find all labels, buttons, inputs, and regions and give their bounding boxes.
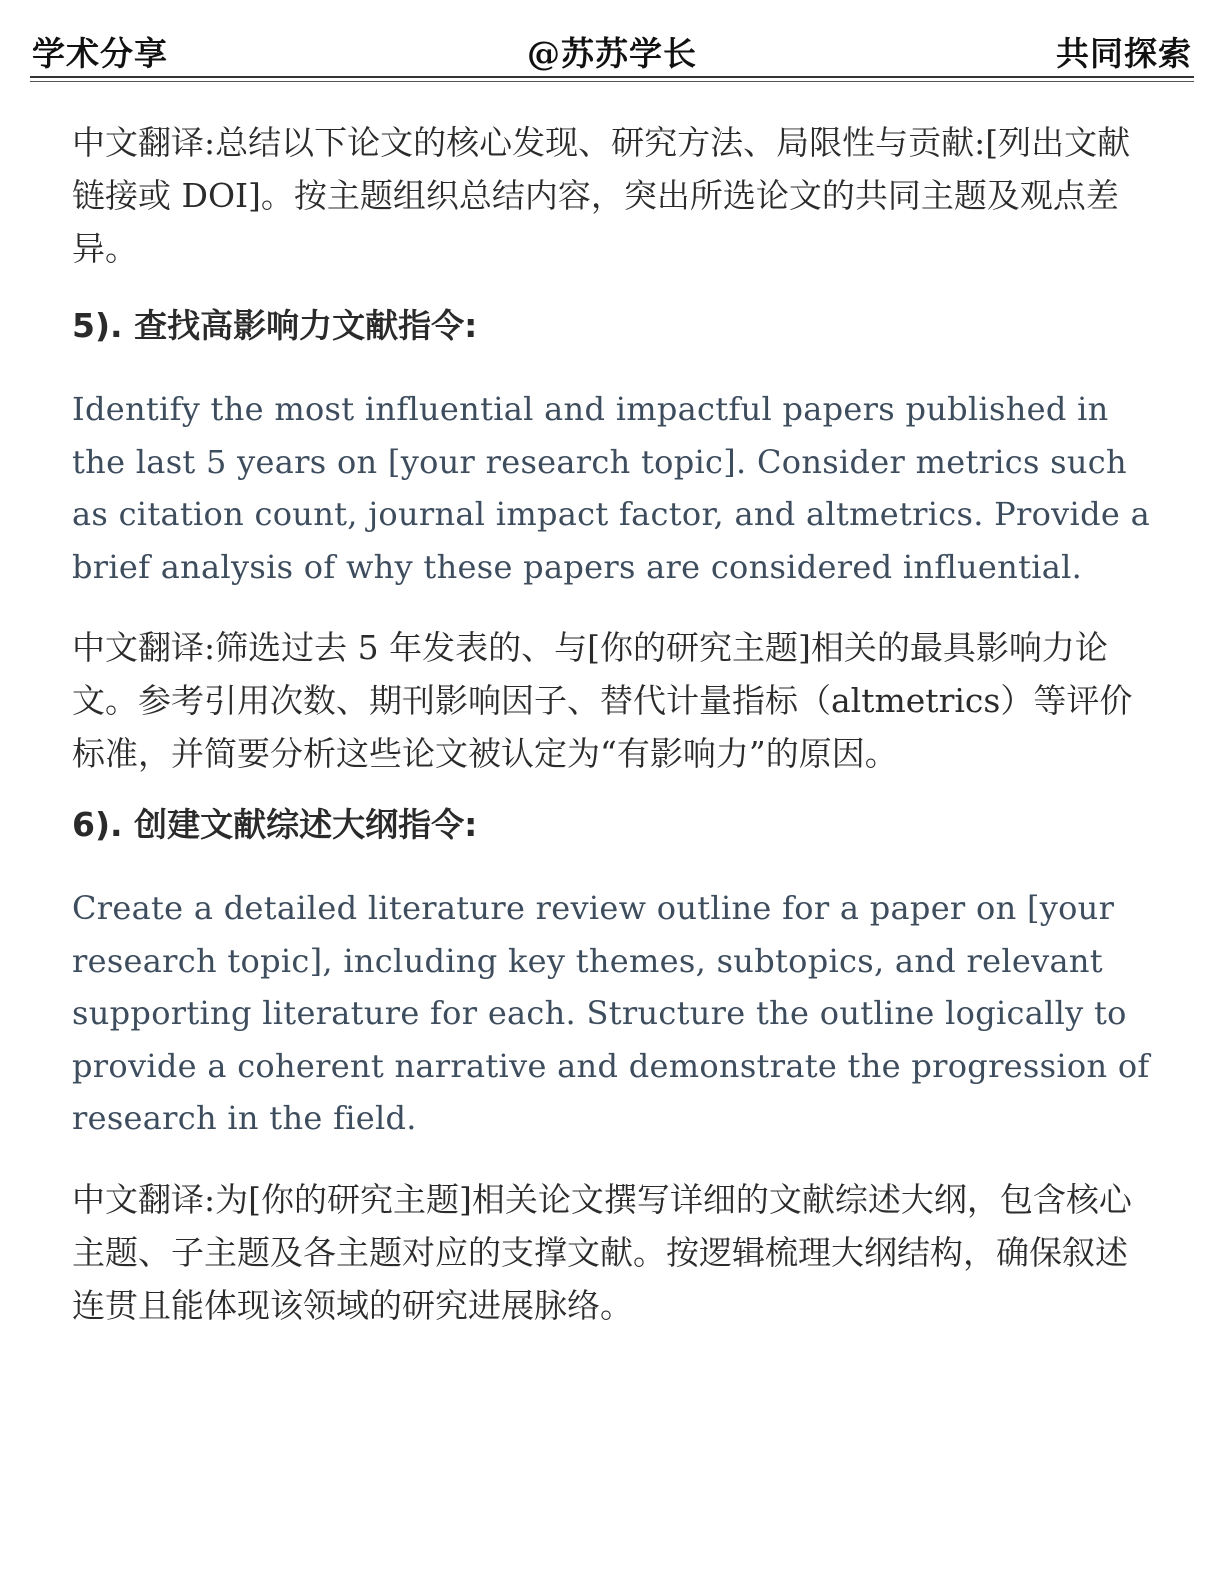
header-divider [30,76,1194,78]
document-body [72,116,1152,1332]
header-right-label: 共同探索 [1056,33,1192,73]
page-header [32,28,1192,74]
english-prompt-paragraph-5: Identify the most influential and impactful papers published in the last 5 years on [your research topic]. Consider metrics such as citation count, journal impact factor, and altmetrics. Provide a brief analysis of why these papers are considered influential. [72,390,1150,586]
chinese-translation-paragraph-5: 中文翻译:筛选过去 5 年发表的、与[你的研究主题]相关的最具影响力论文。参考引用次数、期刊影响因子、替代计量指标（altmetrics）等评价标准，并简要分析这些论文被认定为“有影响力”的原因。 [72,628,1133,773]
header-center-label: @苏苏学长 [527,33,697,73]
section-heading-6: 6). 创建文献综述大纲指令: [72,805,478,844]
chinese-translation-paragraph-4: 中文翻译:总结以下论文的核心发现、研究方法、局限性与贡献:[列出文献链接或 DOI]。按主题组织总结内容，突出所选论文的共同主题及观点差异。 [72,123,1131,268]
header-left-label: 学术分享 [32,33,168,73]
section-heading-5: 5). 查找高影响力文献指令: [72,306,478,345]
english-prompt-paragraph-6: Create a detailed literature review outline for a paper on [your research topic], including key themes, subtopics, and relevant supporting literature for each. Structure the outline logically to provide a coherent narrative and demonstrate the progression of research in the field. [72,889,1150,1137]
header-divider-thin [30,81,1194,82]
chinese-translation-paragraph-6: 中文翻译:为[你的研究主题]相关论文撰写详细的文献综述大纲，包含核心主题、子主题及各主题对应的支撑文献。按逻辑梳理大纲结构，确保叙述连贯且能体现该领域的研究进展脉络。 [72,1179,1132,1325]
